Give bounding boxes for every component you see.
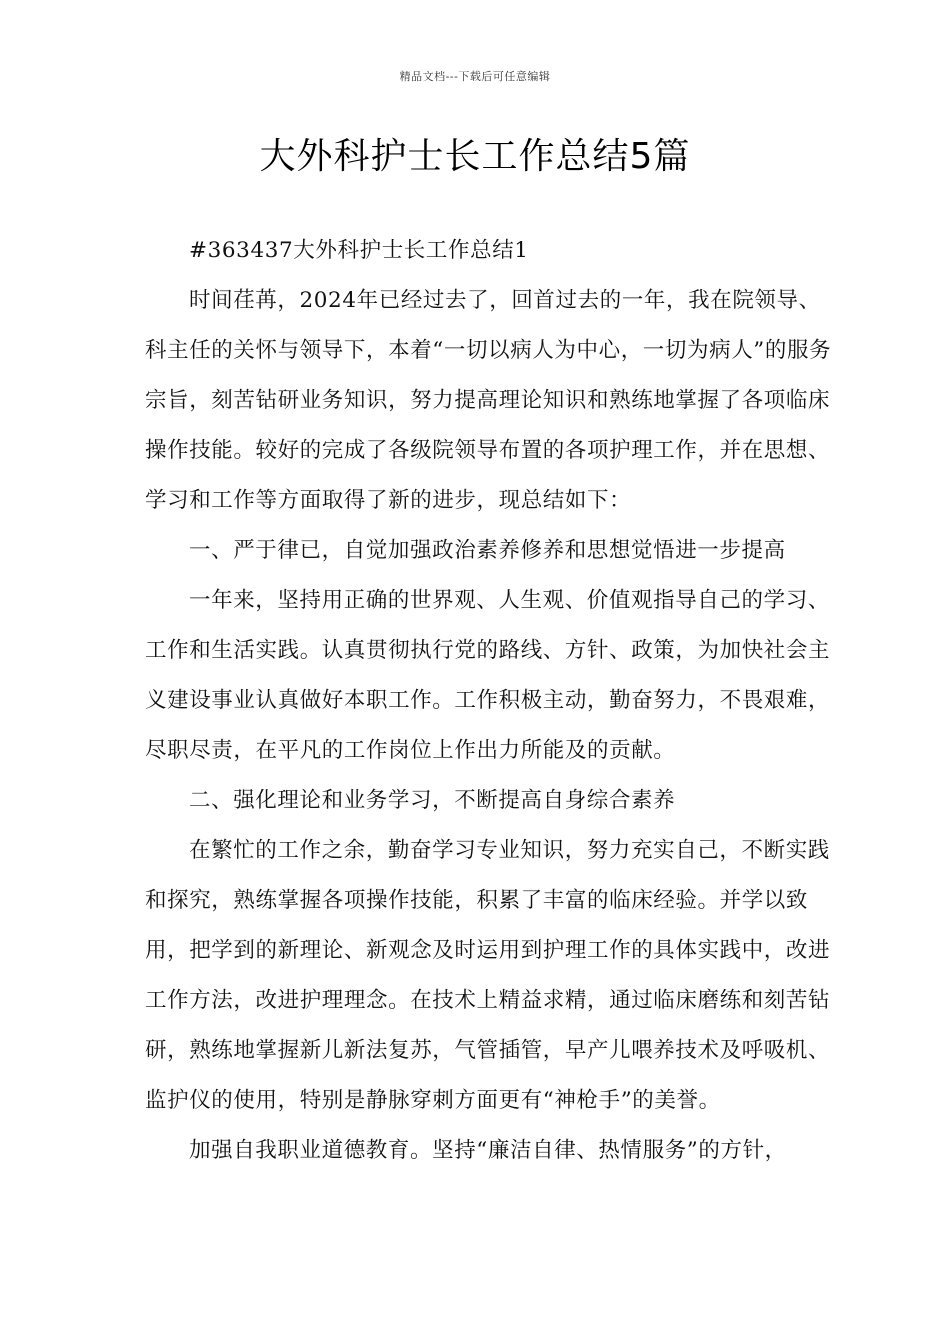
paragraph: 在繁忙的工作之余，勤奋学习专业知识，努力充实自己，不断实践和探究，熟练掌握各项操作技能，积累了丰富的临床经验。并学以致用，把学到的新理论、新观念及时运用到护理工作的具体实践中，改进工作方法，改进护理理念。在技术上精益求精，通过临床磨练和刻苦钻研，熟练地掌握新儿新法复苏，气管插管，早产儿喂养技术及呼吸机、监护仪的使用，特别是静脉穿刺方面更有“神枪手”的美誉。: [145, 838, 831, 1113]
section-heading: 二、强化理论和业务学习，不断提高自身综合素养: [189, 788, 676, 813]
section-heading: #363437大外科护士长工作总结1: [189, 238, 529, 263]
header-note: 精品文档---下载后可任意编辑: [399, 70, 551, 83]
document-body: [145, 226, 835, 1176]
document-title: 大外科护士长工作总结5篇: [259, 136, 691, 177]
section-heading: 一、严于律已，自觉加强政治素养修养和思想觉悟进一步提高: [189, 538, 786, 563]
paragraph: 加强自我职业道德教育。坚持“廉洁自律、热情服务”的方针，: [189, 1138, 787, 1163]
paragraph: 一年来，坚持用正确的世界观、人生观、价值观指导自己的学习、工作和生活实践。认真贯彻执行党的路线、方针、政策，为加快社会主义建设事业认真做好本职工作。工作积极主动，勤奋努力，不畏艰难，尽职尽责，在平凡的工作岗位上作出力所能及的贡献。: [145, 588, 831, 763]
paragraph: 时间荏苒，2024年已经过去了，回首过去的一年，我在院领导、科主任的关怀与领导下，本着“一切以病人为中心，一切为病人”的服务宗旨，刻苦钻研业务知识，努力提高理论知识和熟练地掌握了各项临床操作技能。较好的完成了各级院领导布置的各项护理工作，并在思想、学习和工作等方面取得了新的进步，现总结如下：: [145, 288, 832, 513]
